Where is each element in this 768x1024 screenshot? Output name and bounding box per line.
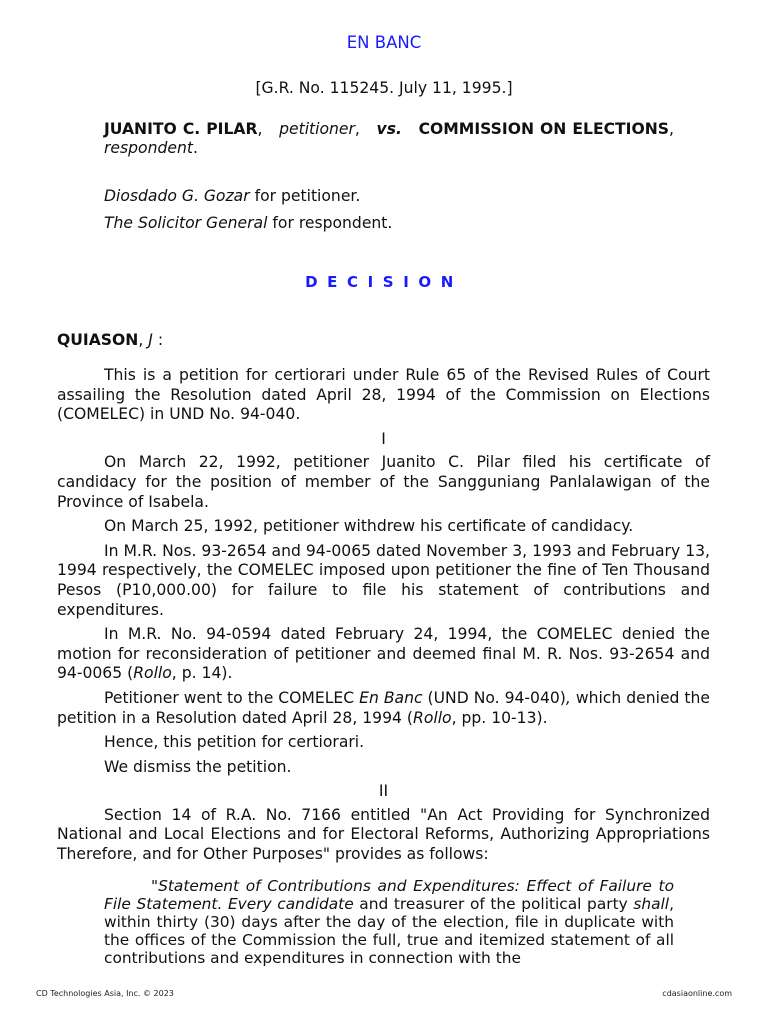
paragraph: On March 25, 1992, petitioner withdrew his certificate of candidacy. [104,517,634,536]
paragraph: We dismiss the petition. [104,757,292,776]
decision-title: DECISION [305,273,463,291]
versus: vs. [376,120,402,138]
counsel-for: for petitioner. [254,187,361,205]
case-number: [G.R. No. 115245. July 11, 1995.] [255,79,513,97]
respondent-role: respondent [104,139,193,157]
paragraph: On March 22, 1992, petitioner Juanito C. Pilar filed his certificate of candidacy for the position of member of the Sangguniang Panlalawigan of the Province of Isabela. [57,453,710,511]
counsel-petitioner [104,187,684,206]
quote-title: Statement of Contributions and Expenditures: Effect of Failure to File Statement. Every candidate [104,876,674,913]
petitioner-name: JUANITO C. PILAR [104,120,258,138]
paragraph: In M.R. No. 94-0594 dated February 24, 1994, the COMELEC denied the motion for reconsideration of petitioner and deemed final M. R. Nos. 93-2654 and 94-0065 (Rollo, p. 14). [57,625,710,683]
rollo-citation: Rollo [133,664,172,683]
ponente: QUIASON, J : [57,331,164,349]
decision-body [57,366,710,967]
petitioner-role: petitioner [279,120,355,138]
en-banc-term: En Banc [359,688,423,707]
counsel-name: The Solicitor General [104,214,268,232]
respondent-name: COMMISSION ON ELECTIONS [418,120,670,138]
paragraph: Section 14 of R.A. No. 7166 entitled "An Act Providing for Synchronized National and Local Elections and for Electoral Reforms, Authorizing Appropriations Therefore, and for Other Purposes" provides as follows: [57,805,710,864]
counsel-for: for respondent. [272,214,393,232]
ponente-suffix: J [148,331,153,349]
footer-website: cdasiaonline.com [662,989,732,998]
paragraph: Petitioner went to the COMELEC En Banc (UND No. 94-040), which denied the petition in a Resolution dated April 28, 1994 (Rollo, pp. 10-13). [57,688,711,727]
counsel-name: Diosdado G. Gozar [104,187,250,205]
statute-quote: "Statement of Contributions and Expenditures: Effect of Failure to File Statement. Every candidate and treasurer of the political party shall, within thirty (30) days after the day of the election, file in duplicate with the offices of the Commission the full, true and itemized statement of all contributions and expenditures in connection with the [104,876,674,967]
paragraph: Hence, this petition for certiorari. [104,733,365,752]
court-division: EN BANC [346,33,422,52]
rollo-citation: Rollo [412,708,452,727]
section-heading: II [378,782,389,801]
paragraph: This is a petition for certiorari under Rule 65 of the Revised Rules of Court assailing the Resolution dated April 28, 1994 of the Commission on Elections (COMELEC) in UND No. 94-040. [57,366,710,424]
section-heading: I [381,429,386,448]
case-parties: JUANITO C. PILAR, petitioner, vs. COMMISSION ON ELECTIONS, respondent. [104,120,674,157]
ponente-name: QUIASON [57,331,139,349]
footer-copyright: CD Technologies Asia, Inc. © 2023 [36,989,174,998]
paragraph: In M.R. Nos. 93-2654 and 94-0065 dated November 3, 1993 and February 13, 1994 respectively, the COMELEC imposed upon petitioner the fine of Ten Thousand Pesos (P10,000.00) for failure to file his statement of contributions and expenditures. [57,541,710,619]
counsel-respondent [104,214,684,233]
